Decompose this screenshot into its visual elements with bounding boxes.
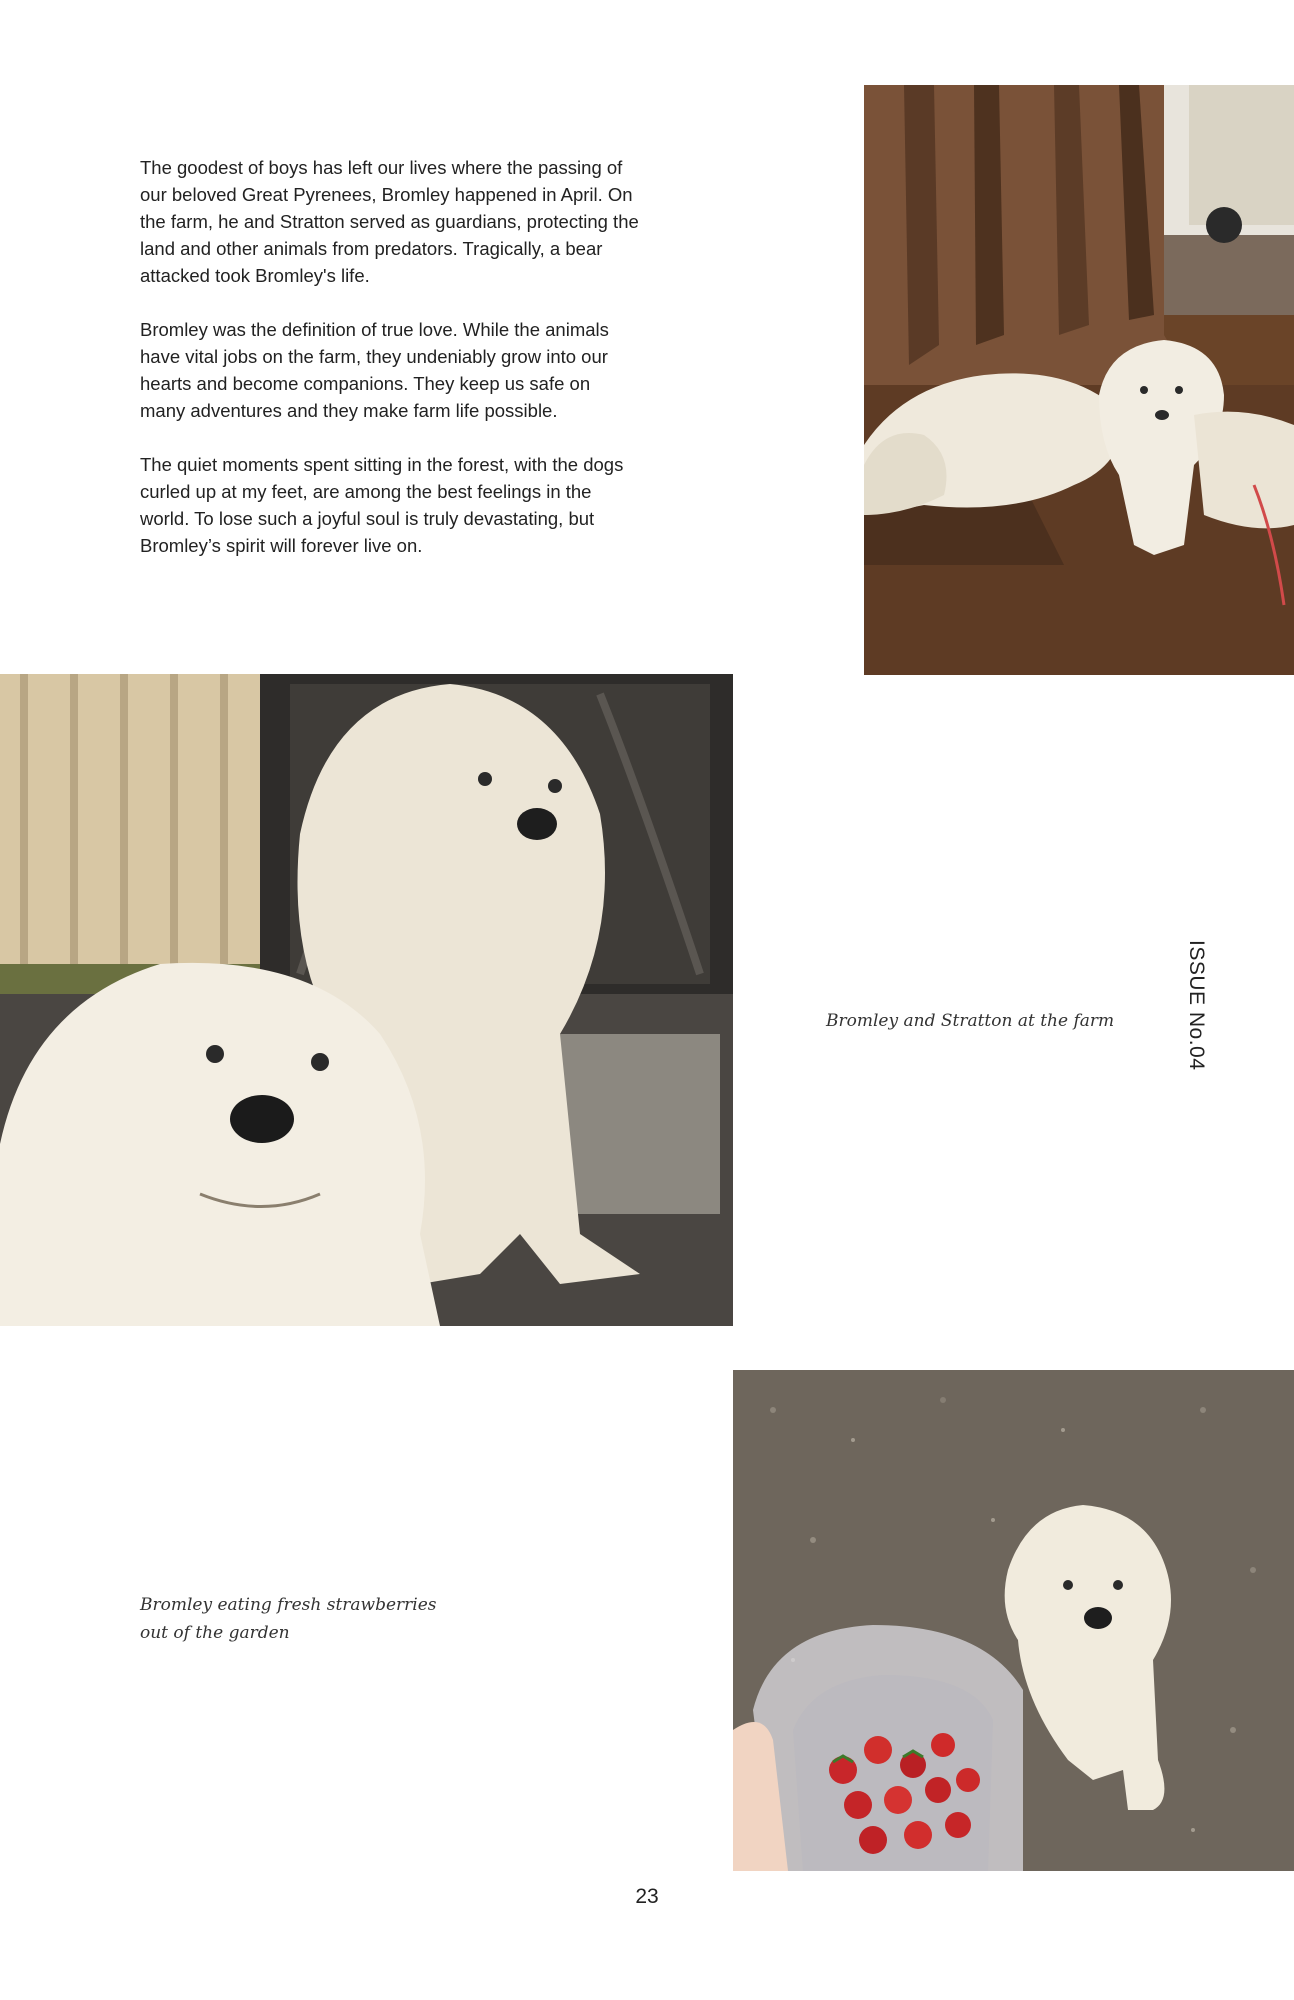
photo-bromley-strawberries [733,1370,1294,1871]
page-number: 23 [635,1885,659,1908]
article-paragraph-2: Bromley was the definition of true love. While the animals have vital jobs on the farm, they undeniably grow into our hearts and become companions. They keep us safe on many adventures and they make farm life possible. [140,319,609,421]
article-body [140,154,640,586]
caption-farm: Bromley and Stratton at the farm [826,1011,1115,1031]
photo-bromley-and-stratton [0,674,733,1326]
issue-label: ISSUE No.04 [1185,940,1208,1071]
article-paragraph-1: The goodest of boys has left our lives where the passing of our beloved Great Pyrenees, Bromley happened in April. On the farm, he and Stratton served as guardians, protecting the land and other animals from predators. Tragically, a bear attacked took Bromley's life. [140,157,639,286]
article-paragraph-3: The quiet moments spent sitting in the forest, with the dogs curled up at my feet, are among the best feelings in the world. To lose such a joyful soul is truly devastating, but Bromley’s spirit will forever live on. [140,454,624,556]
caption-strawberries: Bromley eating fresh strawberries out of the garden [140,1595,437,1643]
photo-dogs-under-tree [864,85,1294,675]
